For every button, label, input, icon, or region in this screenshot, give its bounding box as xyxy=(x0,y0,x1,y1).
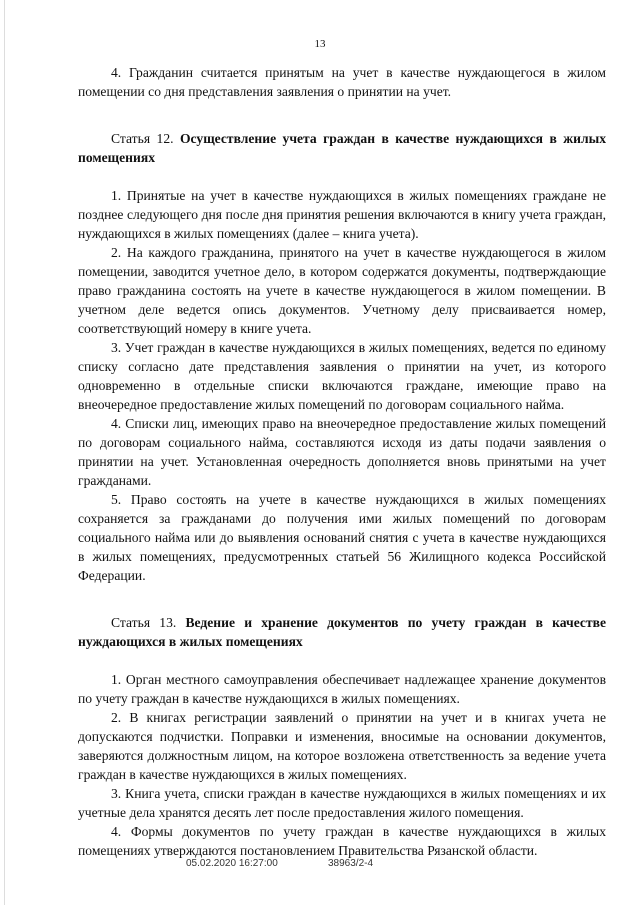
footer-date: 05.02.2020 16:27:00 xyxy=(186,858,278,869)
article-12-item-5: 5. Право состоять на учете в качестве нуждающихся в жилых помещениях сохраняется за гражданами до получения ими жилых помещений по договорам социального найма или до выявления оснований снятия с учета в качестве нуждающихся в жилых помещениях, предусмотренных статьей 56 Жилищного кодекса Российской Федерации. xyxy=(78,492,606,583)
article-12-prefix: Статья 12. xyxy=(111,131,180,146)
article-12-item-1: 1. Принятые на учет в качестве нуждающихся в жилых помещениях граждане не позднее следующего дня после дня принятия решения включаются в книгу учета граждан, нуждающихся в жилых помещениях (далее – книга учета). xyxy=(78,188,606,241)
article-13-item-2: 2. В книгах регистрации заявлений о принятии на учет и в книгах учета не допускаются подчистки. Поправки и изменения, вносимые на основании документов, заверяются должностным лицом, на которое возложена ответственность за ведение учета граждан в качестве нуждающихся в жилых помещениях. xyxy=(78,710,606,782)
article-12-item-2: 2. На каждого гражданина, принятого на учет в качестве нуждающегося в жилом помещении, заводится учетное дело, в котором содержатся документы, подтверждающие право гражданина состоять на учете в качестве нуждающегося в жилом помещении. В учетном деле ведется опись документов. Учетному делу присваивается номер, соответствующий номеру в книге учета. xyxy=(78,245,606,336)
page-number: 13 xyxy=(314,38,326,50)
article-12-item-3: 3. Учет граждан в качестве нуждающихся в жилых помещениях, ведется по единому списку согласно дате представления заявления о принятии на учет, из которого одновременно в отдельные списки включаются граждане, имеющие право на внеочередное предоставление жилых помещений по договорам социального найма. xyxy=(78,340,606,412)
article-13-item-1: 1. Орган местного самоуправления обеспечивает надлежащее хранение документов по учету граждан в качестве нуждающихся в жилых помещениях. xyxy=(78,672,606,706)
article-13-title: Ведение и хранение документов по учету граждан в качестве нуждающихся в жилых помещениях xyxy=(78,615,606,649)
document-body xyxy=(78,63,606,860)
article-12-heading xyxy=(78,129,606,167)
article-12-item-4: 4. Списки лиц, имеющих право на внеочередное предоставление жилых помещений по договорам социального найма, составляются исходя из даты подачи заявления о принятии на учет. Установленная очередность дополняется вновь принятыми на учет гражданами. xyxy=(78,416,606,488)
article-13-prefix: Статья 13. xyxy=(111,615,186,630)
article-12-title: Осуществление учета граждан в качестве нуждающихся в жилых помещениях xyxy=(78,131,606,165)
scan-edge xyxy=(4,0,5,905)
article-13-item-3: 3. Книга учета, списки граждан в качестве нуждающихся в жилых помещениях и их учетные дела хранятся десять лет после предоставления жилого помещения. xyxy=(78,786,606,820)
article-13-heading xyxy=(78,613,606,651)
footer-code: 38963/2-4 xyxy=(328,858,374,869)
article-13-item-4: 4. Формы документов по учету граждан в качестве нуждающихся в жилых помещениях утверждаются постановлением Правительства Рязанской области. xyxy=(78,824,606,858)
paragraph-top: 4. Гражданин считается принятым на учет в качестве нуждающегося в жилом помещении со дня представления заявления о принятии на учет. xyxy=(78,65,606,99)
faint-stamp xyxy=(440,858,580,868)
